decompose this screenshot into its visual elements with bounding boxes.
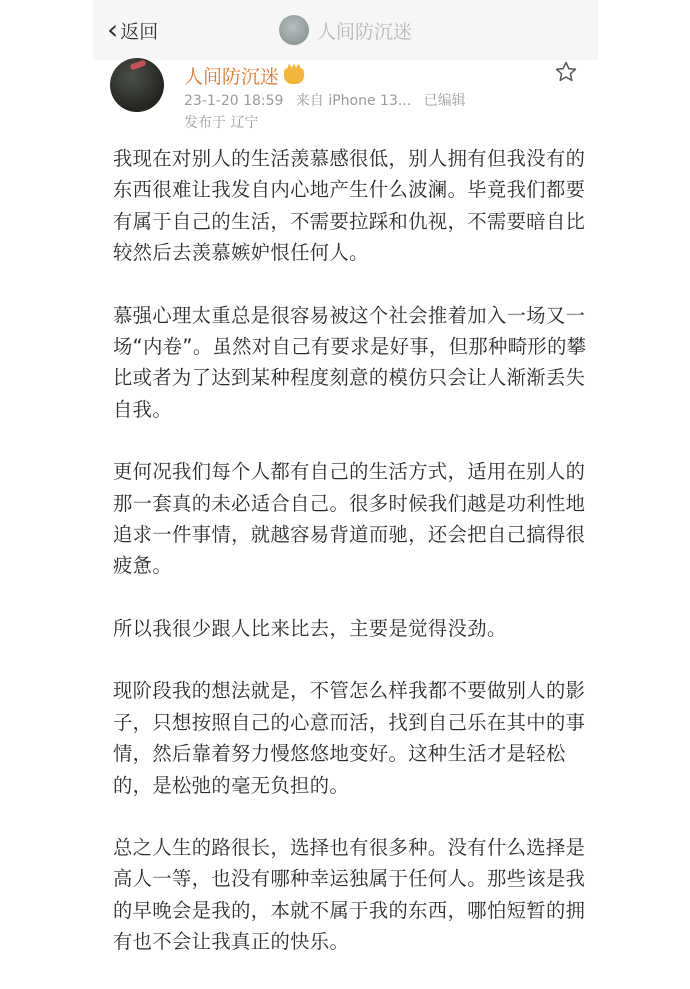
star-icon[interactable] xyxy=(554,60,578,84)
post-paragraph: 总之人生的路很长，选择也有很多种。没有什么选择是高人一等，也没有哪种幸运独属于任何人。那些该是我的早晚会是我的，本就不属于我的东西，哪怕短暂的拥有也不会让我真正的快乐。 xyxy=(113,835,586,954)
post-paragraph: 所以我很少跟人比来比去，主要是觉得没劲。 xyxy=(113,616,507,640)
post-time: 23-1-20 18:59 xyxy=(184,93,284,109)
post-location: 发布于 辽宁 xyxy=(184,115,259,131)
back-label: 返回 xyxy=(120,20,159,43)
author-name-row[interactable] xyxy=(184,62,304,89)
nav-title: 人间防沉迷 xyxy=(316,20,412,43)
post-meta xyxy=(184,90,474,110)
post-paragraph: 我现在对别人的生活羡慕感很低，别人拥有但我没有的东西很难让我发自内心地产生什么波澜。毕竟我们都要有属于自己的生活，不需要拉踩和仇视，不需要暗自比较然后去羡慕嫉妒恨任何人。 xyxy=(113,147,586,265)
post-paragraph: 更何况我们每个人都有自己的生活方式，适用在别人的那一套真的未必适合自己。很多时候我们越是功利性地追求一件事情，就越容易背道而驰，还会把自己搞得很疲惫。 xyxy=(113,460,586,578)
post-source: 来自 iPhone 13... xyxy=(295,93,412,109)
post-paragraph: 现阶段我的想法就是，不管怎么样我都不要做别人的影子，只想按照自己的心意而活，找到自己乐在其中的事情，然后靠着努力慢悠悠地变好。这种生活才是轻松的，是松弛的毫无负担的。 xyxy=(113,679,586,797)
author-name[interactable]: 人间防沉迷 xyxy=(184,66,280,88)
post-paragraph: 慕强心理太重总是很容易被这个社会推着加入一场又一场“内卷”。虽然对自己有要求是好事，但那种畸形的攀比或者为了达到某种程度刻意的模仿只会让人渐渐丢失自我。 xyxy=(113,303,587,421)
vip-crown-icon xyxy=(284,68,304,84)
back-button[interactable] xyxy=(93,13,159,46)
nav-avatar xyxy=(279,15,309,45)
navbar xyxy=(93,0,598,60)
chevron-left-icon: ‹ xyxy=(107,13,119,46)
post-body xyxy=(113,143,588,989)
edited-badge[interactable]: 已编辑 xyxy=(423,93,466,109)
author-avatar[interactable] xyxy=(110,58,164,112)
nav-title-group xyxy=(93,0,598,60)
